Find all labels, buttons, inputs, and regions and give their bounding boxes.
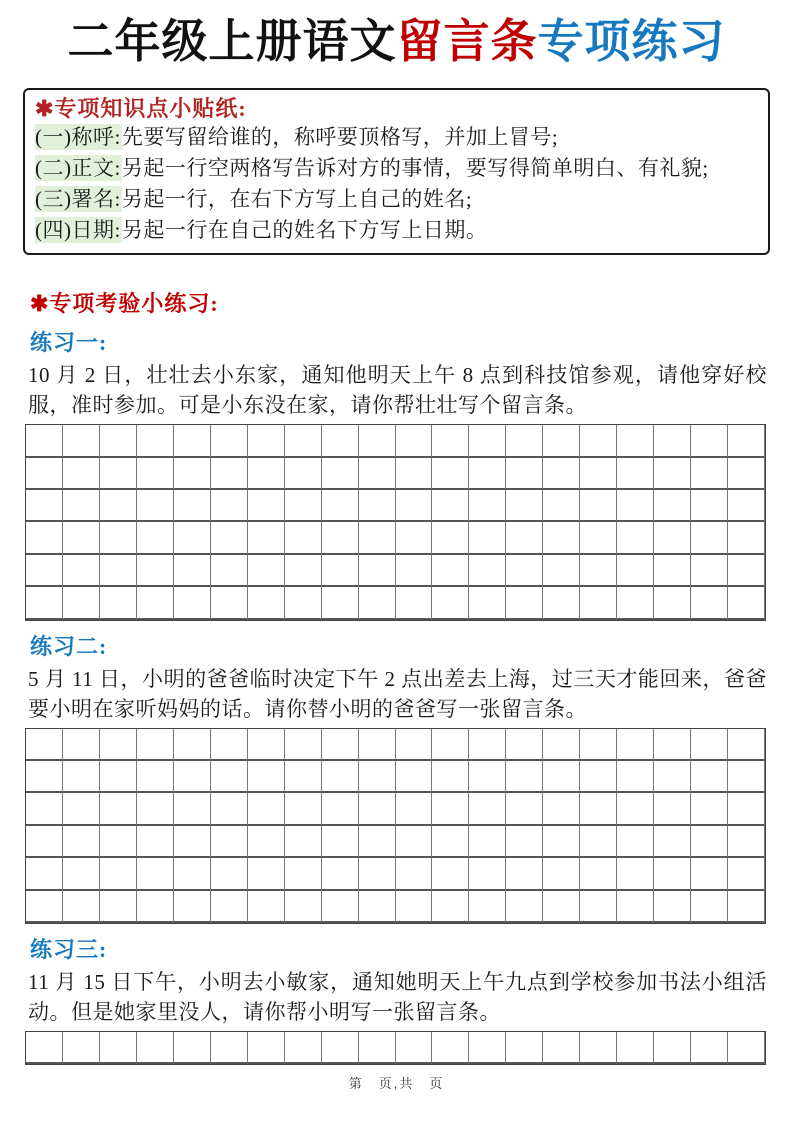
grid-cell xyxy=(580,555,617,587)
grid-cell xyxy=(174,522,211,554)
page-number-footer: 第 页,共 页 xyxy=(348,1076,445,1092)
tips-item-label: (三)署名: xyxy=(35,187,121,212)
grid-cell xyxy=(322,425,359,457)
grid-cell xyxy=(137,425,174,457)
grid-cell xyxy=(691,761,728,793)
grid-cell xyxy=(469,761,506,793)
grid-cell xyxy=(137,826,174,858)
grid-cell xyxy=(469,555,506,587)
grid-cell xyxy=(285,1032,322,1064)
tips-box xyxy=(23,88,770,255)
grid-cell xyxy=(248,425,285,457)
grid-cell xyxy=(248,587,285,619)
grid-cell xyxy=(63,1032,100,1064)
grid-cell xyxy=(359,490,396,522)
grid-cell xyxy=(174,858,211,890)
grid-cell xyxy=(174,490,211,522)
grid-cell xyxy=(543,793,580,825)
grid-cell xyxy=(691,1032,728,1064)
grid-cell xyxy=(26,826,63,858)
grid-cell xyxy=(728,793,765,825)
tips-header: ✱专项知识点小贴纸: xyxy=(35,96,247,122)
grid-cell xyxy=(396,761,433,793)
grid-cell xyxy=(396,891,433,923)
grid-cell xyxy=(396,458,433,490)
grid-cell xyxy=(691,891,728,923)
grid-cell xyxy=(543,858,580,890)
grid-cell xyxy=(654,490,691,522)
grid-cell xyxy=(100,826,137,858)
grid-cell xyxy=(248,858,285,890)
grid-cell xyxy=(63,587,100,619)
grid-cell xyxy=(100,522,137,554)
tips-item-label: (四)日期: xyxy=(35,218,121,243)
grid-cell xyxy=(432,826,469,858)
grid-cell xyxy=(654,826,691,858)
worksheet-page xyxy=(0,14,793,1136)
grid-cell xyxy=(322,858,359,890)
grid-cell xyxy=(359,793,396,825)
grid-cell xyxy=(248,1032,285,1064)
grid-cell xyxy=(137,490,174,522)
tips-item-text: 另起一行，在右下方写上自己的姓名; xyxy=(121,187,473,212)
grid-cell xyxy=(432,1032,469,1064)
title-part-black: 二年级上册语文 xyxy=(67,15,397,67)
grid-cell xyxy=(285,522,322,554)
grid-cell xyxy=(63,458,100,490)
title-part-red: 留言条 xyxy=(396,15,538,67)
grid-cell xyxy=(285,490,322,522)
grid-cell xyxy=(359,858,396,890)
grid-cell xyxy=(100,458,137,490)
grid-cell xyxy=(211,458,248,490)
grid-cell xyxy=(248,793,285,825)
grid-cell xyxy=(580,891,617,923)
grid-cell xyxy=(26,555,63,587)
title-part-blue: 专项练习 xyxy=(537,15,726,67)
grid-cell xyxy=(506,761,543,793)
grid-cell xyxy=(322,729,359,761)
exercise-1-text: 10 月 2 日，壮壮去小东家，通知他明天上午 8 点到科技馆参观，请他穿好校服，准时参加。可是小东没在家，请你帮壮壮写个留言条。 xyxy=(28,363,767,418)
grid-cell xyxy=(211,761,248,793)
grid-cell xyxy=(137,522,174,554)
grid-cell xyxy=(137,555,174,587)
grid-cell xyxy=(322,490,359,522)
tips-item-label: (一)称呼: xyxy=(35,125,121,150)
grid-cell xyxy=(691,858,728,890)
grid-cell xyxy=(469,729,506,761)
grid-cell xyxy=(211,490,248,522)
grid-cell xyxy=(359,761,396,793)
grid-cell xyxy=(211,858,248,890)
grid-cell xyxy=(506,729,543,761)
exercise-3-writing-grid xyxy=(25,1031,766,1065)
grid-cell xyxy=(26,458,63,490)
grid-cell xyxy=(174,425,211,457)
grid-cell xyxy=(654,891,691,923)
grid-cell xyxy=(580,1032,617,1064)
grid-cell xyxy=(543,891,580,923)
grid-cell xyxy=(248,522,285,554)
grid-cell xyxy=(543,555,580,587)
grid-cell xyxy=(100,761,137,793)
grid-cell xyxy=(728,490,765,522)
grid-cell xyxy=(100,490,137,522)
grid-cell xyxy=(396,793,433,825)
grid-cell xyxy=(26,858,63,890)
grid-cell xyxy=(396,729,433,761)
tips-item-text: 先要写留给谁的，称呼要顶格写，并加上冒号; xyxy=(121,125,559,150)
grid-cell xyxy=(359,891,396,923)
grid-cell xyxy=(506,490,543,522)
grid-cell xyxy=(617,587,654,619)
grid-cell xyxy=(580,858,617,890)
grid-cell xyxy=(63,729,100,761)
grid-cell xyxy=(654,793,691,825)
exercise-3-label: 练习三: xyxy=(30,936,108,962)
grid-cell xyxy=(506,425,543,457)
grid-cell xyxy=(617,891,654,923)
grid-cell xyxy=(506,826,543,858)
grid-cell xyxy=(137,858,174,890)
grid-cell xyxy=(174,826,211,858)
grid-cell xyxy=(137,1032,174,1064)
grid-cell xyxy=(506,858,543,890)
grid-cell xyxy=(322,793,359,825)
grid-cell xyxy=(63,522,100,554)
grid-cell xyxy=(137,587,174,619)
grid-cell xyxy=(396,490,433,522)
grid-cell xyxy=(617,458,654,490)
exercise-2-text: 5 月 11 日，小明的爸爸临时决定下午 2 点出差去上海，过三天才能回来，爸爸要小明在家听妈妈的话。请你替小明的爸爸写一张留言条。 xyxy=(28,666,767,721)
grid-cell xyxy=(469,891,506,923)
exercise-3-text: 11 月 15 日下午，小明去小敏家，通知她明天上午九点到学校参加书法小组活动。但是她家里没人，请你帮小明写一张留言条。 xyxy=(28,969,767,1024)
grid-cell xyxy=(617,490,654,522)
grid-cell xyxy=(617,522,654,554)
grid-cell xyxy=(63,793,100,825)
grid-cell xyxy=(580,490,617,522)
grid-cell xyxy=(396,522,433,554)
grid-cell xyxy=(26,891,63,923)
grid-cell xyxy=(174,458,211,490)
grid-cell xyxy=(285,425,322,457)
tips-item-text: 另起一行在自己的姓名下方写上日期。 xyxy=(121,218,488,243)
tips-item xyxy=(35,122,756,153)
grid-cell xyxy=(506,587,543,619)
grid-cell xyxy=(322,555,359,587)
grid-cell xyxy=(248,729,285,761)
grid-cell xyxy=(617,826,654,858)
grid-cell xyxy=(543,761,580,793)
grid-cell xyxy=(506,891,543,923)
grid-cell xyxy=(285,458,322,490)
grid-cell xyxy=(285,793,322,825)
grid-cell xyxy=(654,458,691,490)
grid-cell xyxy=(432,891,469,923)
tips-item xyxy=(35,153,756,184)
grid-cell xyxy=(359,729,396,761)
grid-cell xyxy=(211,891,248,923)
grid-cell xyxy=(248,761,285,793)
grid-cell xyxy=(174,891,211,923)
grid-cell xyxy=(506,522,543,554)
grid-cell xyxy=(248,458,285,490)
grid-cell xyxy=(248,826,285,858)
grid-cell xyxy=(543,1032,580,1064)
grid-cell xyxy=(285,729,322,761)
grid-cell xyxy=(26,793,63,825)
grid-cell xyxy=(26,1032,63,1064)
grid-cell xyxy=(691,729,728,761)
grid-cell xyxy=(506,1032,543,1064)
grid-cell xyxy=(100,587,137,619)
grid-cell xyxy=(285,761,322,793)
tips-item-text: 另起一行空两格写告诉对方的事情，要写得简单明白、有礼貌; xyxy=(121,156,709,181)
grid-cell xyxy=(174,729,211,761)
grid-cell xyxy=(728,522,765,554)
grid-cell xyxy=(469,826,506,858)
grid-cell xyxy=(322,1032,359,1064)
exercise-1-label: 练习一: xyxy=(30,330,108,356)
grid-cell xyxy=(396,555,433,587)
grid-cell xyxy=(322,587,359,619)
grid-cell xyxy=(617,858,654,890)
grid-cell xyxy=(211,826,248,858)
grid-cell xyxy=(26,761,63,793)
grid-cell xyxy=(654,1032,691,1064)
grid-cell xyxy=(506,555,543,587)
grid-cell xyxy=(63,425,100,457)
grid-cell xyxy=(691,587,728,619)
grid-cell xyxy=(137,793,174,825)
grid-cell xyxy=(174,555,211,587)
grid-cell xyxy=(100,793,137,825)
grid-cell xyxy=(359,826,396,858)
grid-cell xyxy=(654,729,691,761)
grid-cell xyxy=(543,522,580,554)
grid-cell xyxy=(359,458,396,490)
grid-cell xyxy=(359,1032,396,1064)
grid-cell xyxy=(359,522,396,554)
grid-cell xyxy=(691,522,728,554)
grid-cell xyxy=(543,587,580,619)
grid-cell xyxy=(728,729,765,761)
grid-cell xyxy=(211,555,248,587)
grid-cell xyxy=(359,425,396,457)
grid-cell xyxy=(174,793,211,825)
grid-cell xyxy=(469,858,506,890)
grid-cell xyxy=(728,587,765,619)
grid-cell xyxy=(580,587,617,619)
grid-cell xyxy=(691,555,728,587)
grid-cell xyxy=(174,587,211,619)
grid-cell xyxy=(322,522,359,554)
grid-cell xyxy=(432,858,469,890)
grid-cell xyxy=(248,891,285,923)
grid-cell xyxy=(506,793,543,825)
grid-cell xyxy=(322,891,359,923)
grid-cell xyxy=(728,858,765,890)
grid-cell xyxy=(580,793,617,825)
grid-cell xyxy=(248,490,285,522)
grid-cell xyxy=(580,729,617,761)
grid-cell xyxy=(211,587,248,619)
grid-cell xyxy=(432,729,469,761)
grid-cell xyxy=(63,891,100,923)
grid-cell xyxy=(100,891,137,923)
grid-cell xyxy=(285,587,322,619)
grid-cell xyxy=(174,761,211,793)
grid-cell xyxy=(469,425,506,457)
grid-cell xyxy=(617,729,654,761)
grid-cell xyxy=(63,858,100,890)
grid-cell xyxy=(543,490,580,522)
grid-cell xyxy=(432,425,469,457)
grid-cell xyxy=(506,458,543,490)
grid-cell xyxy=(63,490,100,522)
grid-cell xyxy=(359,555,396,587)
grid-cell xyxy=(26,522,63,554)
grid-cell xyxy=(211,522,248,554)
grid-cell xyxy=(100,729,137,761)
grid-cell xyxy=(359,587,396,619)
grid-cell xyxy=(248,555,285,587)
grid-cell xyxy=(137,891,174,923)
exercise-1-writing-grid xyxy=(25,424,766,620)
grid-cell xyxy=(100,425,137,457)
grid-cell xyxy=(543,729,580,761)
grid-cell xyxy=(469,1032,506,1064)
grid-cell xyxy=(654,587,691,619)
grid-cell xyxy=(26,729,63,761)
grid-cell xyxy=(432,761,469,793)
grid-cell xyxy=(580,761,617,793)
grid-cell xyxy=(396,826,433,858)
grid-cell xyxy=(580,522,617,554)
grid-cell xyxy=(728,761,765,793)
grid-cell xyxy=(691,425,728,457)
grid-cell xyxy=(617,761,654,793)
grid-cell xyxy=(654,555,691,587)
grid-cell xyxy=(63,761,100,793)
grid-cell xyxy=(728,891,765,923)
grid-cell xyxy=(728,1032,765,1064)
grid-cell xyxy=(617,425,654,457)
grid-cell xyxy=(654,522,691,554)
grid-cell xyxy=(691,490,728,522)
tips-item-label: (二)正文: xyxy=(35,156,121,181)
grid-cell xyxy=(691,826,728,858)
grid-cell xyxy=(432,587,469,619)
grid-cell xyxy=(322,458,359,490)
grid-cell xyxy=(26,587,63,619)
grid-cell xyxy=(322,761,359,793)
page-title xyxy=(0,14,793,68)
grid-cell xyxy=(617,1032,654,1064)
grid-cell xyxy=(654,761,691,793)
grid-cell xyxy=(137,729,174,761)
grid-cell xyxy=(432,555,469,587)
grid-cell xyxy=(432,490,469,522)
grid-cell xyxy=(543,425,580,457)
grid-cell xyxy=(396,1032,433,1064)
section-header-practice: ✱专项考验小练习: xyxy=(30,291,219,317)
grid-cell xyxy=(211,729,248,761)
grid-cell xyxy=(543,458,580,490)
grid-cell xyxy=(580,425,617,457)
grid-cell xyxy=(26,490,63,522)
tips-item xyxy=(35,215,756,246)
grid-cell xyxy=(137,761,174,793)
grid-cell xyxy=(211,425,248,457)
grid-cell xyxy=(543,826,580,858)
grid-cell xyxy=(174,1032,211,1064)
grid-cell xyxy=(469,793,506,825)
tips-item xyxy=(35,184,756,215)
grid-cell xyxy=(728,555,765,587)
grid-cell xyxy=(137,458,174,490)
grid-cell xyxy=(26,425,63,457)
grid-cell xyxy=(100,858,137,890)
grid-cell xyxy=(617,555,654,587)
grid-cell xyxy=(63,826,100,858)
grid-cell xyxy=(580,458,617,490)
grid-cell xyxy=(285,891,322,923)
grid-cell xyxy=(396,587,433,619)
grid-cell xyxy=(396,858,433,890)
grid-cell xyxy=(469,522,506,554)
grid-cell xyxy=(654,858,691,890)
grid-cell xyxy=(322,826,359,858)
grid-cell xyxy=(617,793,654,825)
grid-cell xyxy=(432,793,469,825)
exercise-2-label: 练习二: xyxy=(30,633,108,659)
grid-cell xyxy=(100,1032,137,1064)
grid-cell xyxy=(63,555,100,587)
grid-cell xyxy=(728,458,765,490)
grid-cell xyxy=(396,425,433,457)
grid-cell xyxy=(285,826,322,858)
grid-cell xyxy=(469,587,506,619)
grid-cell xyxy=(432,522,469,554)
grid-cell xyxy=(654,425,691,457)
grid-cell xyxy=(285,858,322,890)
grid-cell xyxy=(469,490,506,522)
grid-cell xyxy=(211,793,248,825)
grid-cell xyxy=(728,826,765,858)
grid-cell xyxy=(728,425,765,457)
exercise-2-writing-grid xyxy=(25,728,766,924)
grid-cell xyxy=(691,458,728,490)
grid-cell xyxy=(100,555,137,587)
grid-cell xyxy=(691,793,728,825)
grid-cell xyxy=(580,826,617,858)
grid-cell xyxy=(285,555,322,587)
grid-cell xyxy=(469,458,506,490)
grid-cell xyxy=(211,1032,248,1064)
grid-cell xyxy=(432,458,469,490)
